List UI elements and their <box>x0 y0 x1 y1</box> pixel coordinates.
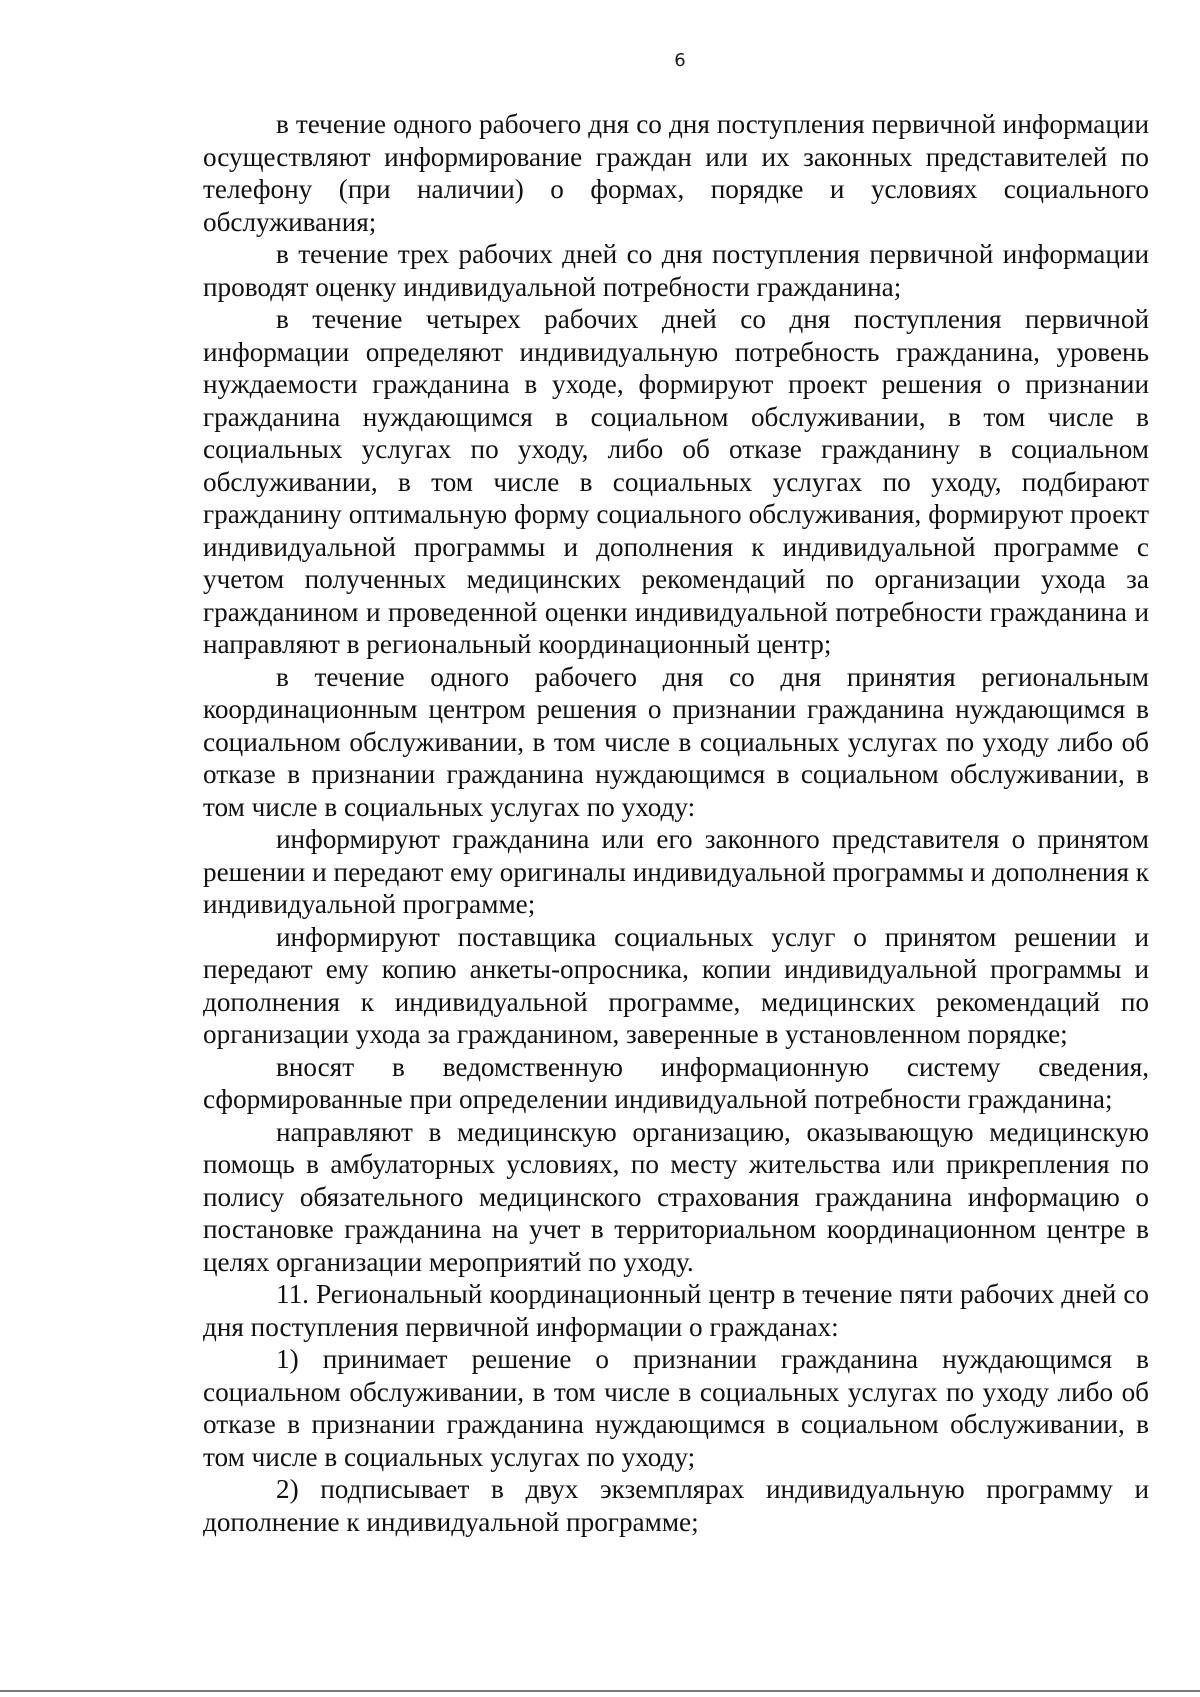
paragraph: 1) принимает решение о признании гражданина нуждающимся в социальном обслуживании, в том числе в социальных услугах по уходу либо об отказе в признании гражданина нуждающимся в социальном обслуживании, в том числе в социальных услугах по уходу; <box>203 1344 1149 1472</box>
paragraph: направляют в медицинскую организацию, оказывающую медицинскую помощь в амбулаторных условиях, по месту жительства или прикрепления по полису обязательного медицинского страхования гражданина информацию о постановке гражданина на учет в территориальном координационном центре в целях организации мероприятий по уходу. <box>203 1116 1149 1277</box>
paragraph: 2) подписывает в двух экземплярах индивидуальную программу и дополнение к индивидуальной программе; <box>203 1474 1149 1537</box>
page-number: 6 <box>674 50 686 71</box>
paragraph: в течение четырех рабочих дней со дня поступления первичной информации определяют индивидуальную потребность гражданина, уровень нуждаемости гражданина в уходе, формируют проект решения о признании гражданина нуждающимся в социальном обслуживании, в том числе в социальных услугах по уходу, либо об отказе гражданину в социальном обслуживании, в том числе в социальных услугах по уходу, подбирают гражданину оптимальную форму социального обслуживания, формируют проект индивидуальной программы и дополнения к индивидуальной программе с учетом полученных медицинских рекомендаций по организации ухода за гражданином и проведенной оценки индивидуальной потребности гражданина и направляют в региональный координационный центр; <box>203 304 1149 659</box>
paragraph: информируют поставщика социальных услуг о принятом решении и передают ему копию анкеты-опросника, копии индивидуальной программы и дополнения к индивидуальной программе, медицинских рекомендаций по организации ухода за гражданином, заверенные в установленном порядке; <box>203 921 1149 1049</box>
paragraph: в течение трех рабочих дней со дня поступления первичной информации проводят оценку индивидуальной потребности гражданина; <box>203 239 1149 302</box>
document-body <box>203 108 1149 1538</box>
paragraph: 11. Региональный координационный центр в течение пяти рабочих дней со дня поступления первичной информации о гражданах: <box>203 1279 1149 1342</box>
page-bottom-edge <box>0 1690 1200 1692</box>
paragraph: информируют гражданина или его законного представителя о принятом решении и передают ему оригиналы индивидуальной программы и дополнения к индивидуальной программе; <box>203 824 1149 919</box>
paragraph: в течение одного рабочего дня со дня принятия региональным координационным центром решения о признании гражданина нуждающимся в социальном обслуживании, в том числе в социальных услугах по уходу либо об отказе в признании гражданина нуждающимся в социальном обслуживании, в том числе в социальных услугах по уходу: <box>203 661 1149 822</box>
paragraph: в течение одного рабочего дня со дня поступления первичной информации осуществляют информирование граждан или их законных представителей по телефону (при наличии) о формах, порядке и условиях социального обслуживания; <box>203 109 1149 237</box>
paragraph: вносят в ведомственную информационную систему сведения, сформированные при определении индивидуальной потребности гражданина; <box>203 1051 1149 1114</box>
